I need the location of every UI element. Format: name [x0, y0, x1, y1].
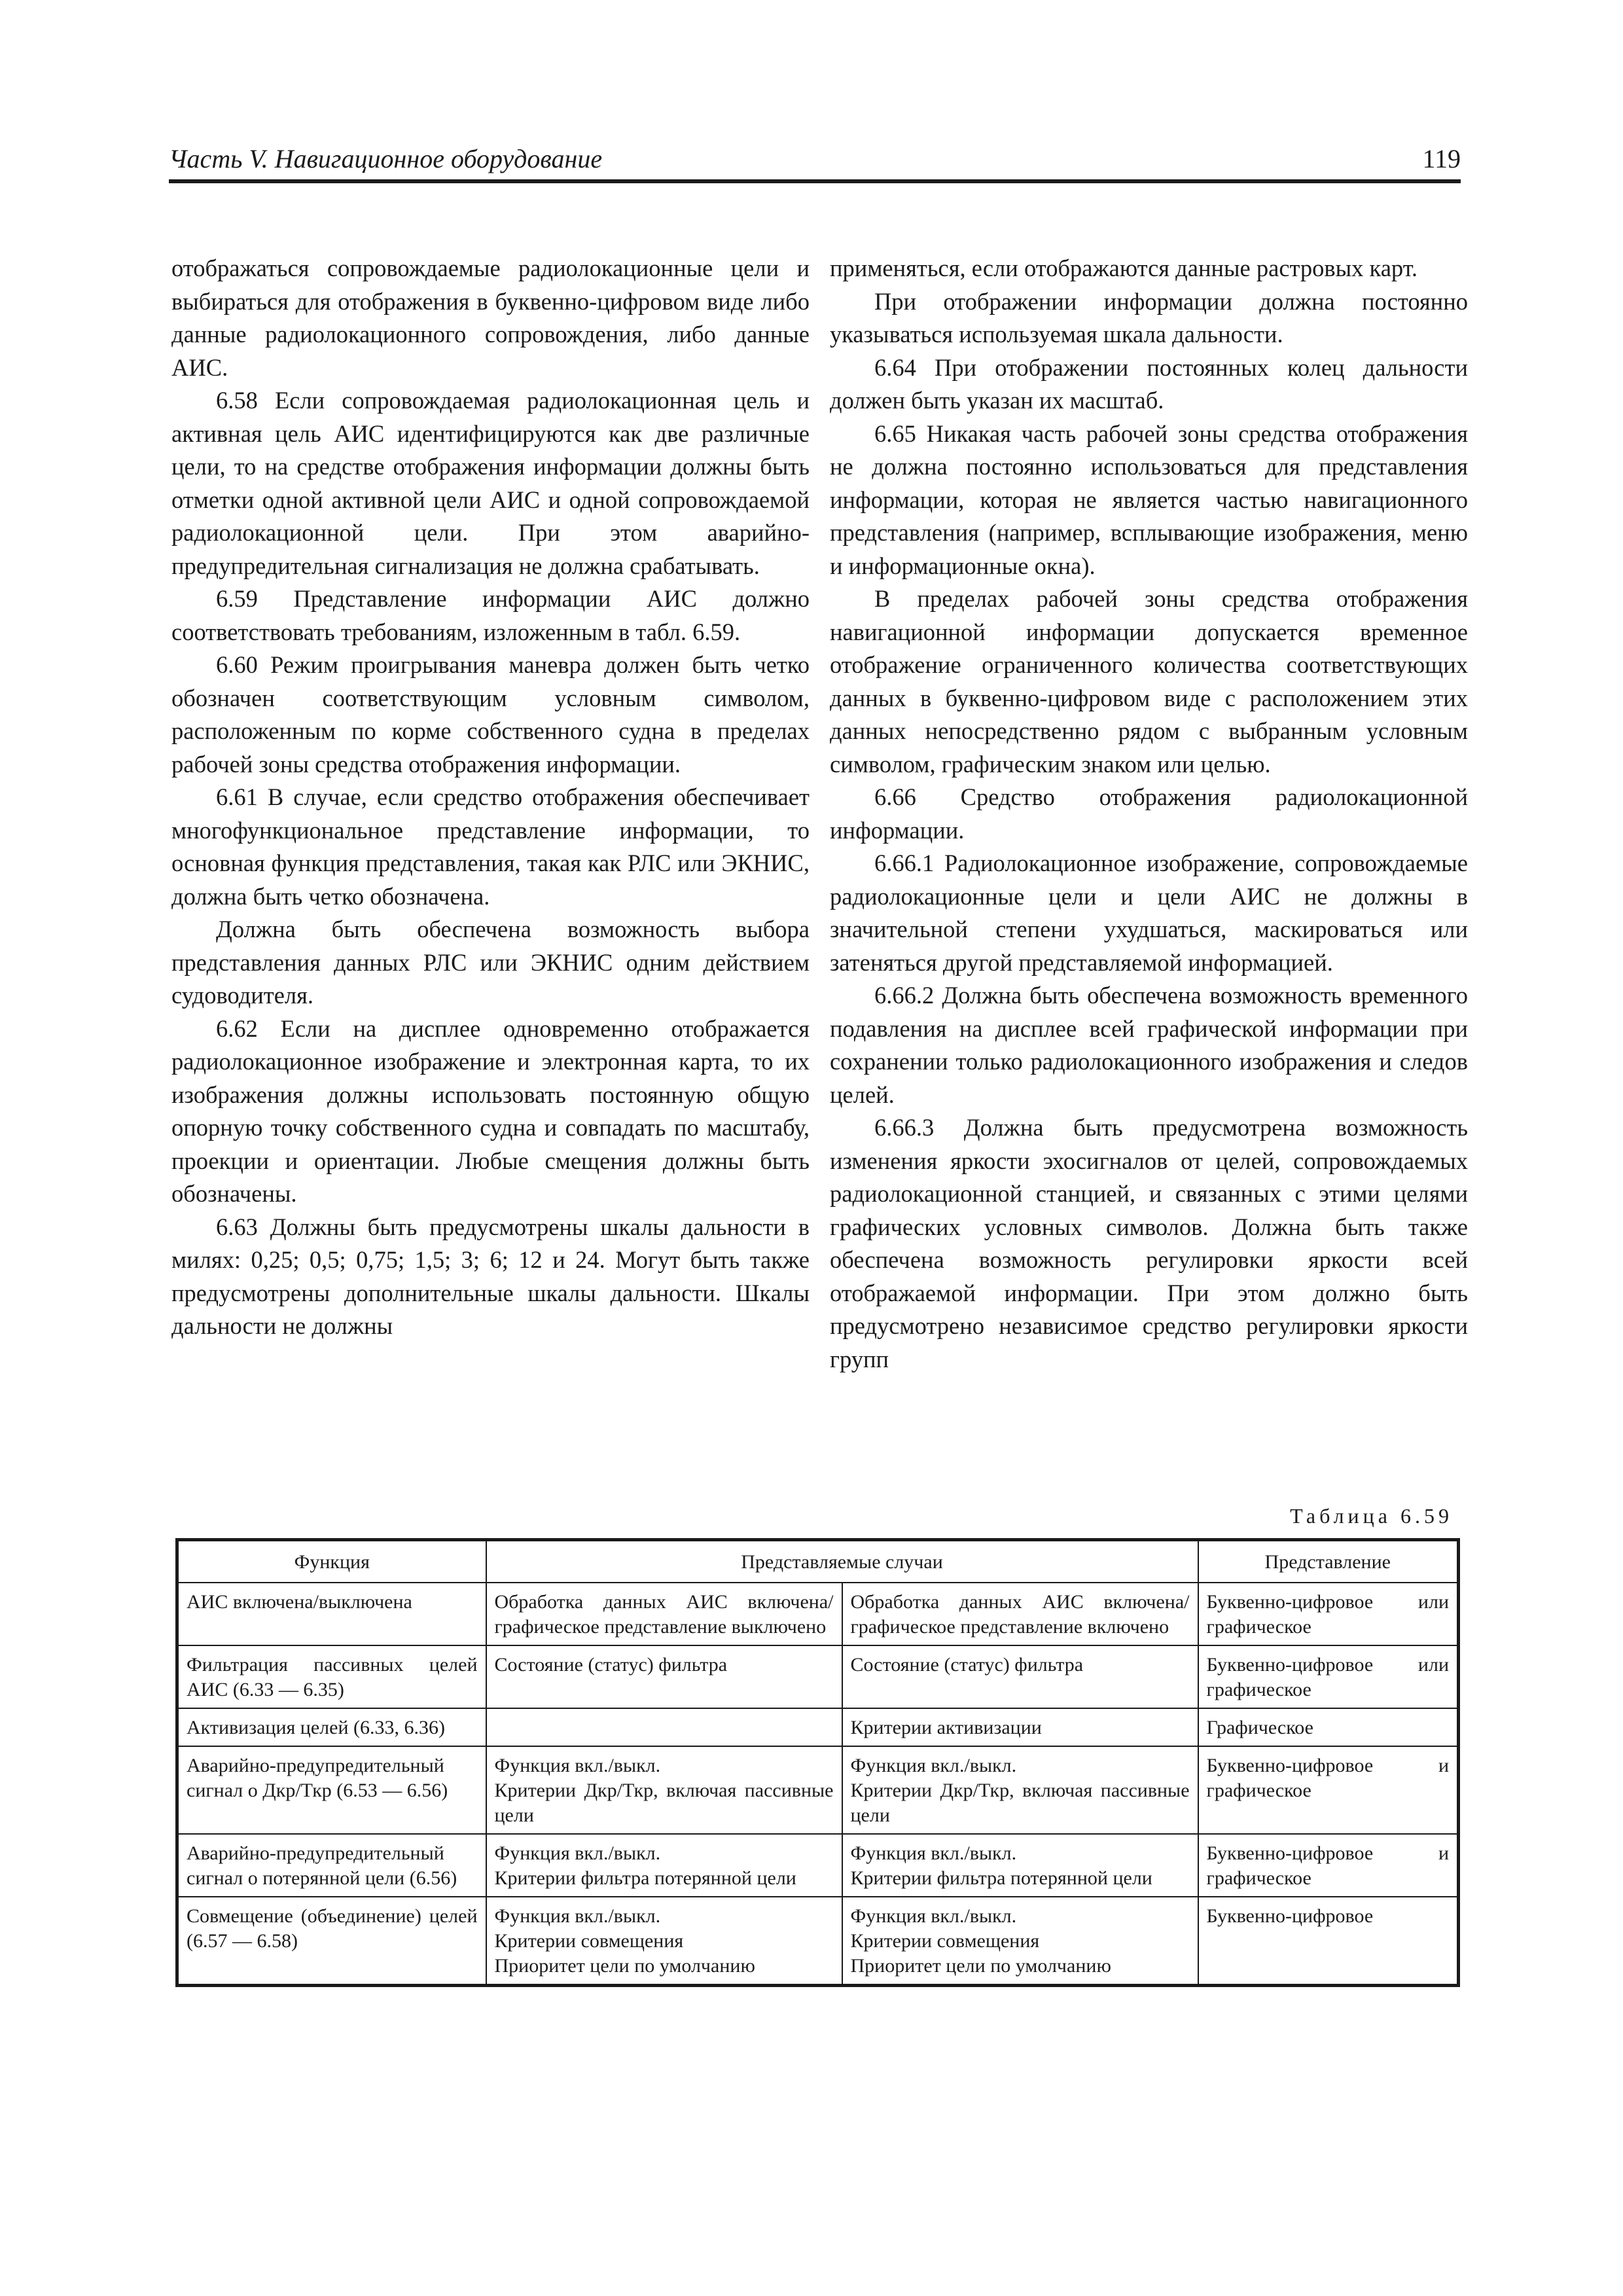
paragraph: 6.61 В случае, если средство отображения обеспечивает многофункциональное представление информации, то основная функция представления, такая как РЛС или ЭКНИС, должна быть четко обозначена. — [171, 783, 810, 910]
table-cell — [486, 1897, 842, 1986]
table-caption: Таблица 6.59 — [1290, 1504, 1453, 1528]
table-cell — [842, 1834, 1198, 1897]
table-row — [177, 1583, 1459, 1645]
cell-line: Аварийно-предупредительный сигнал о потерянной цели (6.56) — [187, 1842, 457, 1889]
paragraph: 6.66.2 Должна быть обеспечена возможность временного подавления на дисплее всей графической информации при сохранении только радиолокационного изображения и следов целей. — [830, 982, 1468, 1108]
cell-line: Критерии совмещения — [494, 1930, 684, 1952]
paragraph: В пределах рабочей зоны средства отображения навигационной информации допускается временное отображение ограниченного количества соответствующих данных в буквенно-цифровом виде с расположением этих данных непосредственно рядом с выбранным условным символом, графическим знаком или целью. — [830, 585, 1468, 778]
table-cell — [1198, 1583, 1459, 1645]
table-cell — [486, 1708, 842, 1746]
paragraph: При отображении информации должна постоянно указываться используемая шкала дальности. — [830, 287, 1468, 348]
cell-line: Критерии фильтра потерянной цели — [850, 1867, 1152, 1889]
table-row — [177, 1746, 1459, 1834]
cell-line: Критерии совмещения — [850, 1930, 1040, 1952]
paragraph: применяться, если отображаются данные растровых карт. — [830, 255, 1418, 281]
cell-line: Совмещение (объединение) целей (6.57 — 6.58) — [187, 1905, 478, 1952]
cell-line: Буквенно-цифровое и графическое — [1206, 1842, 1450, 1889]
table-cell — [1198, 1746, 1459, 1834]
cell-line: Приоритет цели по умолчанию — [850, 1955, 1111, 1977]
table-cell — [1198, 1834, 1459, 1897]
column-header: Представляемые случаи — [486, 1540, 1198, 1583]
table-cell — [177, 1834, 486, 1897]
cell-line: Фильтрация пассивных целей АИС (6.33 — 6.35) — [187, 1654, 478, 1700]
cell-line: Функция вкл./выкл. — [494, 1905, 661, 1927]
table-cell — [842, 1645, 1198, 1708]
table-cell — [1198, 1897, 1459, 1986]
cell-line: АИС включена/выключена — [187, 1591, 412, 1613]
table-cell — [842, 1708, 1198, 1746]
column-header: Представление — [1198, 1540, 1459, 1583]
column-header: Функция — [177, 1540, 486, 1583]
paragraph: отображаться сопровождаемые радиолокационные цели и выбираться для отображения в буквенно-цифровом виде либо данные радиолокационного сопровождения, либо данные АИС. — [171, 255, 810, 381]
cell-line: Графическое — [1206, 1717, 1313, 1738]
paragraph: 6.66.1 Радиолокационное изображение, сопровождаемые радиолокационные цели и цели АИС не должны в значительной степени ухудшаться, маскироваться или затеняться другой представляемой информацией. — [830, 850, 1468, 976]
right-column — [830, 252, 1468, 1376]
paragraph: 6.62 Если на дисплее одновременно отображается радиолокационное изображение и электронная карта, то их изображения должны использовать постоянную общую опорную точку собственного судна и совпадать по масштабу, проекции и ориентации. Любые смещения должны быть обозначены. — [171, 1014, 810, 1207]
cell-line: Функция вкл./выкл. — [494, 1842, 661, 1864]
page-number: 119 — [1422, 144, 1461, 173]
paragraph: 6.63 Должны быть предусмотрены шкалы дальности в милях: 0,25; 0,5; 0,75; 1,5; 3; 6; 12 и 24. Могут быть также предусмотрены дополнительные шкалы дальности. Шкалы дальности не должны — [171, 1213, 810, 1339]
table-row — [177, 1834, 1459, 1897]
table-cell — [842, 1583, 1198, 1645]
table-row — [177, 1708, 1459, 1746]
cell-line: Буквенно-цифровое — [1206, 1905, 1374, 1927]
table-cell — [486, 1583, 842, 1645]
cell-line: Буквенно-цифровое или графическое — [1206, 1591, 1450, 1638]
table-header-row — [177, 1540, 1459, 1583]
page-header — [169, 139, 1461, 183]
paragraph: 6.65 Никакая часть рабочей зоны средства отображения не должна постоянно использоваться для представления информации, которая не является частью навигационного представления (например, всплывающие изображения, меню и информационные окна). — [830, 420, 1468, 579]
cell-line: Буквенно-цифровое и графическое — [1206, 1755, 1450, 1801]
table-cell — [842, 1746, 1198, 1834]
table-row — [177, 1897, 1459, 1986]
table-cell — [1198, 1645, 1459, 1708]
cell-line: Обработка данных АИС включена/ графическое представление выключено — [494, 1591, 834, 1638]
paragraph: 6.66.3 Должна быть предусмотрена возможность изменения яркости эхосигналов от целей, сопровождаемых радиолокационной станцией, и связанных с этими целями графических условных символов. Должна быть также обеспечена возможность регулировки яркости всей отображаемой информации. При этом должно быть предусмотрено независимое средство регулировки яркости групп — [830, 1114, 1468, 1372]
cell-line: Обработка данных АИС включена/ графическое представление включено — [850, 1591, 1190, 1638]
ais-presentation-table — [175, 1538, 1460, 1987]
table-cell — [1198, 1708, 1459, 1746]
cell-line: Активизация целей (6.33, 6.36) — [187, 1717, 445, 1738]
cell-line: Функция вкл./выкл. — [494, 1755, 661, 1776]
table-cell — [486, 1746, 842, 1834]
cell-line: Приоритет цели по умолчанию — [494, 1955, 755, 1977]
cell-line: Функция вкл./выкл. — [850, 1755, 1017, 1776]
table-cell — [486, 1834, 842, 1897]
cell-line: Функция вкл./выкл. — [850, 1905, 1017, 1927]
paragraph: 6.66 Средство отображения радиолокационной информации. — [830, 783, 1468, 844]
paragraph: Должна быть обеспечена возможность выбора представления данных РЛС или ЭКНИС одним действием судоводителя. — [171, 916, 810, 1009]
cell-line: Критерии активизации — [850, 1717, 1042, 1738]
table-row — [177, 1645, 1459, 1708]
cell-line: Критерии Дкр/Ткр, включая пассивные цели — [494, 1780, 834, 1826]
paragraph: 6.64 При отображении постоянных колец дальности должен быть указан их масштаб. — [830, 353, 1468, 414]
cell-line: Аварийно-предупредительный сигнал о Дкр/Ткр (6.53 — 6.56) — [187, 1755, 448, 1801]
cell-line: Состояние (статус) фильтра — [850, 1654, 1084, 1676]
table-cell — [177, 1583, 486, 1645]
cell-line: Состояние (статус) фильтра — [494, 1654, 728, 1676]
paragraph: 6.59 Представление информации АИС должно соответствовать требованиям, изложенным в табл. 6.59. — [171, 585, 810, 645]
table-cell — [177, 1897, 486, 1986]
cell-line: Критерии фильтра потерянной цели — [494, 1867, 796, 1889]
running-title: Часть V. Навигационное оборудование — [169, 144, 603, 173]
left-column — [171, 252, 810, 1343]
table-cell — [177, 1708, 486, 1746]
table-cell — [177, 1746, 486, 1834]
table-cell — [842, 1897, 1198, 1986]
paragraph: 6.58 Если сопровождаемая радиолокационная цель и активная цель АИС идентифицируются как две различные цели, то на средстве отображения информации должны быть отметки одной активной цели АИС и одной сопровождаемой радиолокационной цели. При этом аварийно-предупредительная сигнализация не должна срабатывать. — [171, 387, 810, 579]
cell-line: Функция вкл./выкл. — [850, 1842, 1017, 1864]
cell-line: Критерии Дкр/Ткр, включая пассивные цели — [850, 1780, 1190, 1826]
paragraph: 6.60 Режим проигрывания маневра должен быть четко обозначен соответствующим условным символом, расположенным по корме собственного судна в пределах рабочей зоны средства отображения информации. — [171, 651, 810, 778]
table-cell — [177, 1645, 486, 1708]
cell-line: Буквенно-цифровое или графическое — [1206, 1654, 1450, 1700]
table-cell — [486, 1645, 842, 1708]
